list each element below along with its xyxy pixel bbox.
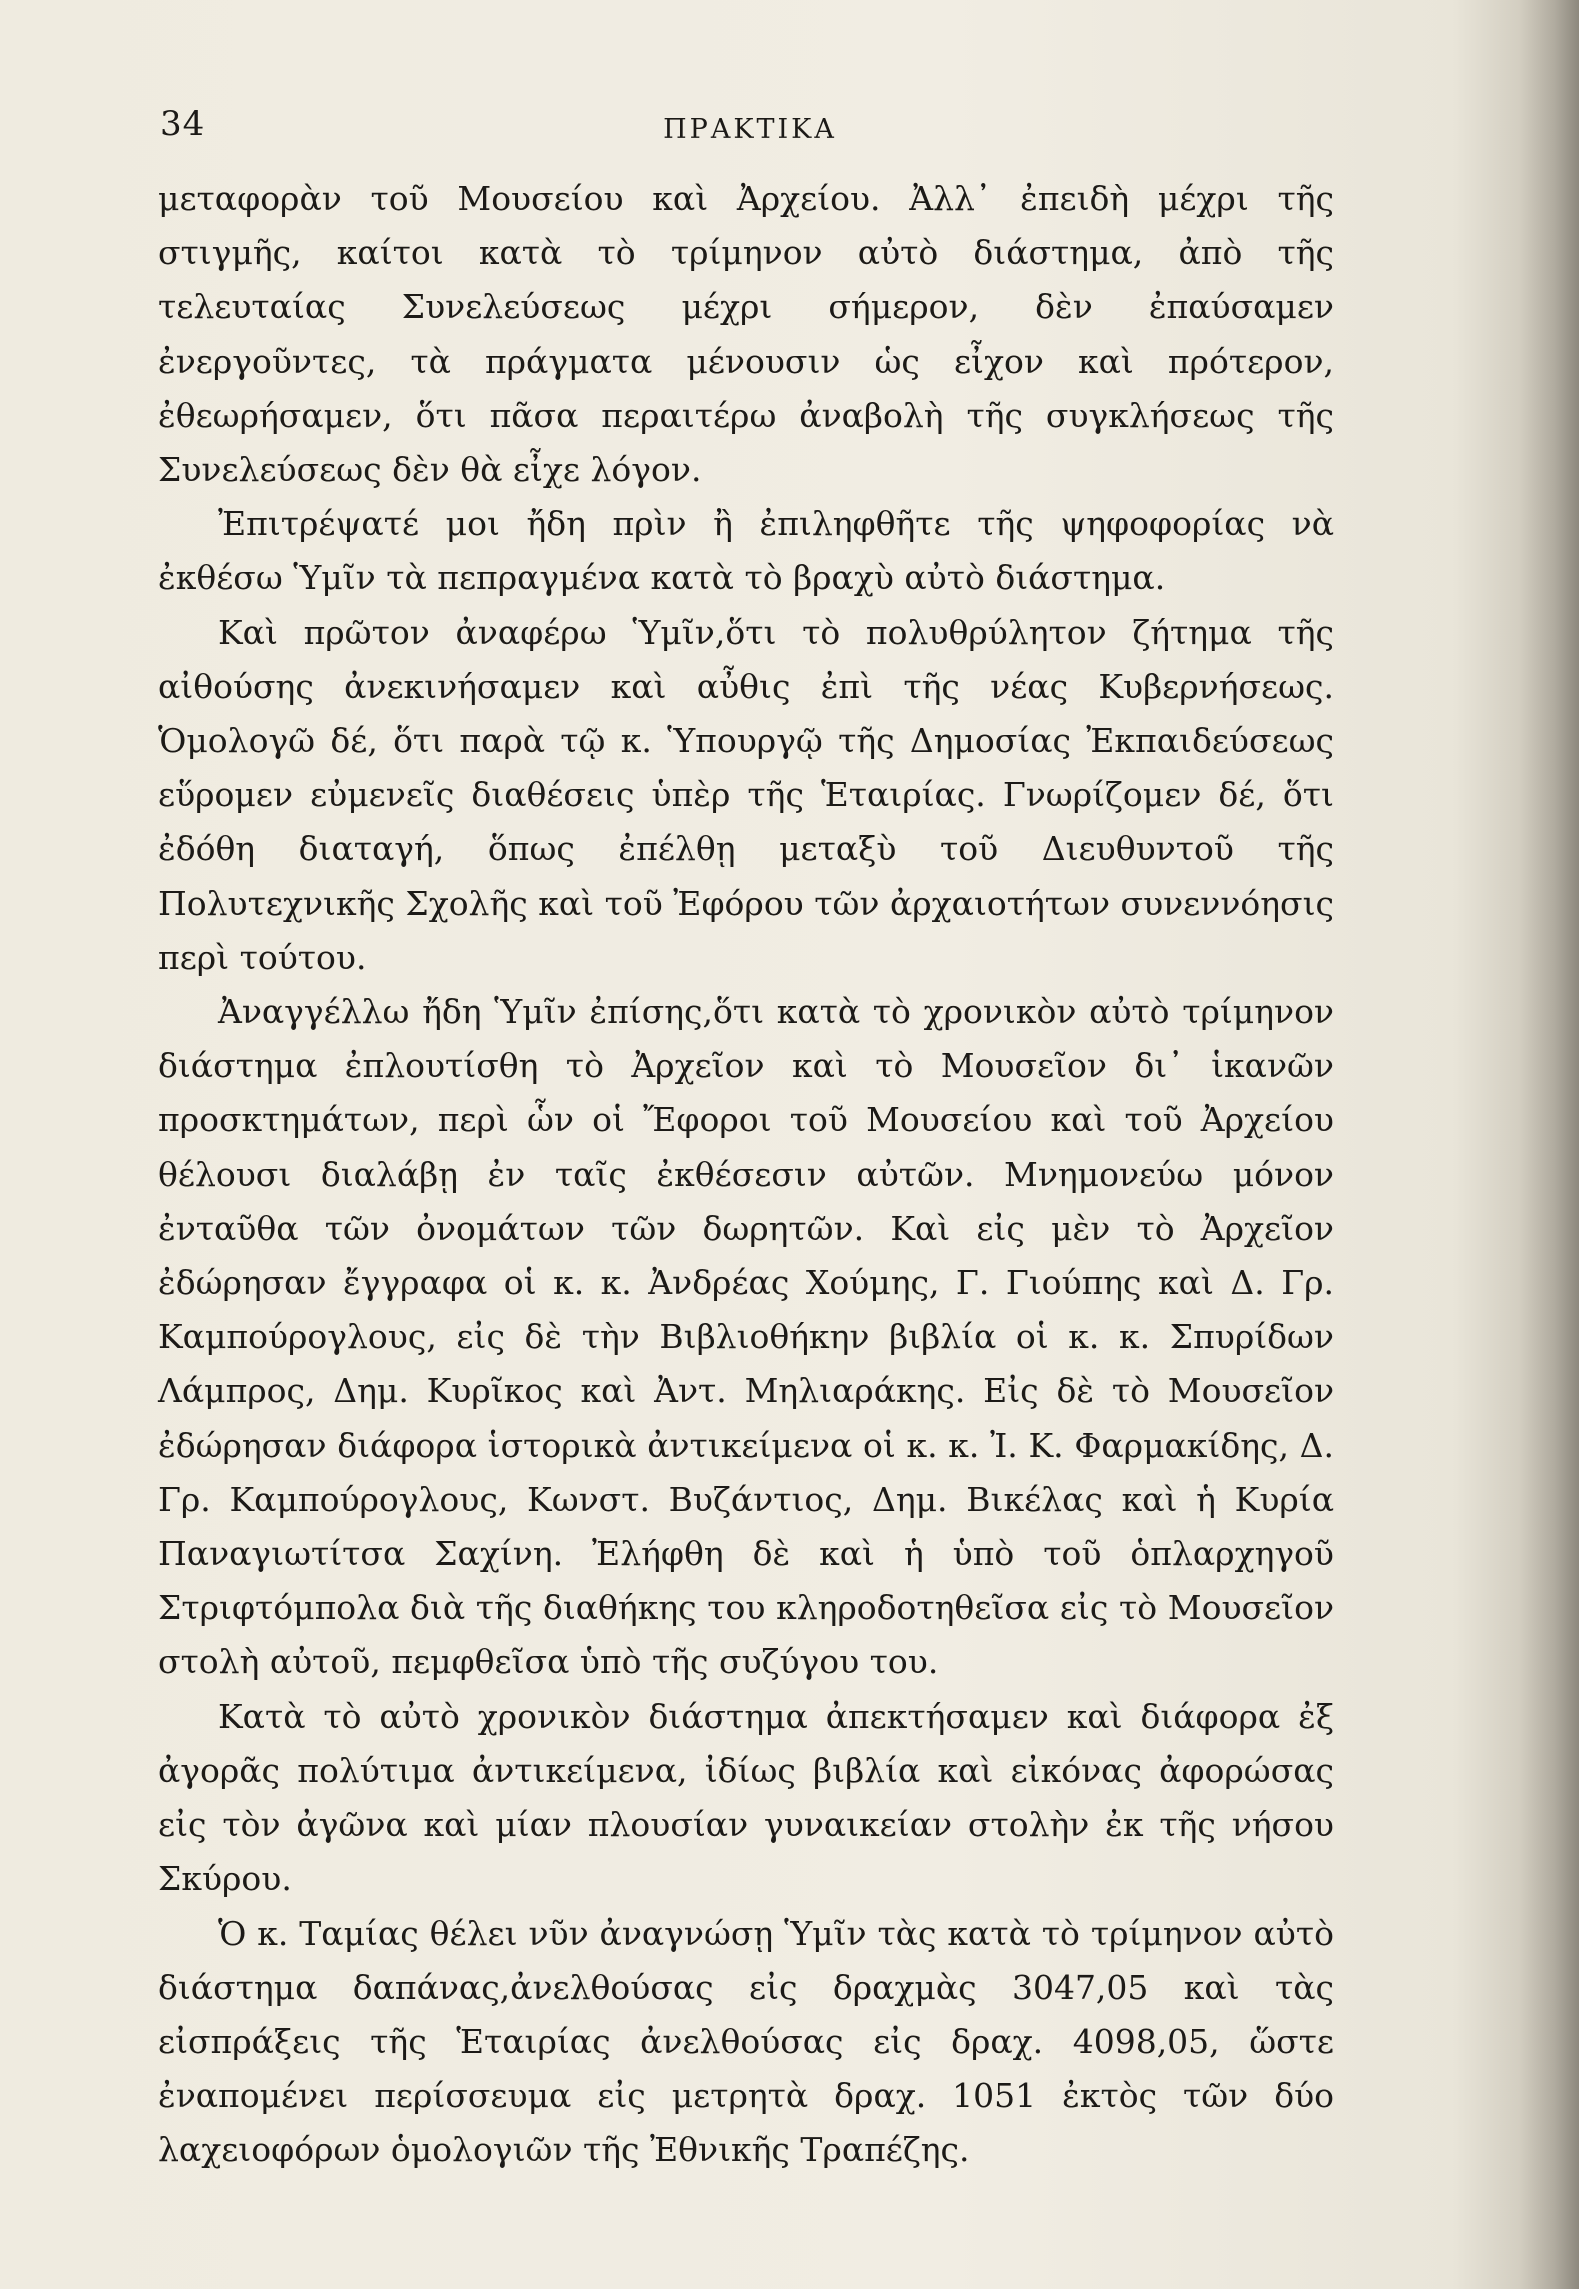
paragraph: Καὶ πρῶτον ἀναφέρω Ὑμῖν,ὅτι τὸ πολυθρύλητον ζήτημα τῆς αἰθούσης ἀνεκινήσαμεν καὶ αὖθις ἐπὶ τῆς νέας Κυβερνήσεως. Ὁμολογῶ δέ, ὅτι παρὰ τῷ κ. Ὑπουργῷ τῆς Δημοσίας Ἐκπαιδεύσεως εὕρομεν εὐμενεῖς διαθέσεις ὑπὲρ τῆς Ἑταιρίας. Γνωρίζομεν δέ, ὅτι ἐδόθη διαταγή, ὅπως ἐπέλθῃ μεταξὺ τοῦ Διευθυντοῦ τῆς Πολυτεχνικῆς Σχολῆς καὶ τοῦ Ἐφόρου τῶν ἀρχαιοτήτων συνεννόησις περὶ τούτου. bbox=[158, 612, 1334, 977]
paragraph: Ἐπιτρέψατέ μοι ἤδη πρὶν ἢ ἐπιληφθῆτε τῆς ψηφοφορίας νὰ ἐκθέσω Ὑμῖν τὰ πεπραγμένα κατὰ τὸ βραχὺ αὐτὸ διάστημα. bbox=[158, 504, 1334, 598]
paragraph: Κατὰ τὸ αὐτὸ χρονικὸν διάστημα ἀπεκτήσαμεν καὶ διάφορα ἐξ ἀγορᾶς πολύτιμα ἀντικείμενα, ἰδίως βιβλία καὶ εἰκόνας ἀφορώσας εἰς τὸν ἀγῶνα καὶ μίαν πλουσίαν γυναικείαν στολὴν ἐκ τῆς νήσου Σκύρου. bbox=[158, 1696, 1334, 1899]
running-title: ΠΡΑΚΤΙΚΑ bbox=[663, 114, 837, 145]
paragraph: Ὁ κ. Ταμίας θέλει νῦν ἀναγνώσῃ Ὑμῖν τὰς κατὰ τὸ τρίμηνον αὐτὸ διάστημα δαπάνας,ἀνελθούσας εἰς δραχμὰς 3047,05 καὶ τὰς εἰσπράξεις τῆς Ἑταιρίας ἀνελθούσας εἰς δραχ. 4098,05, ὥστε ἐναπομένει περίσσευμα εἰς μετρητὰ δραχ. 1051 ἐκτὸς τῶν δύο λαχειοφόρων ὁμολογιῶν τῆς Ἐθνικῆς Τραπέζης. bbox=[158, 1913, 1334, 2170]
page-number: 34 bbox=[160, 104, 206, 144]
body-text bbox=[158, 172, 1334, 2178]
paragraph: Ἀναγγέλλω ἤδη Ὑμῖν ἐπίσης,ὅτι κατὰ τὸ χρονικὸν αὐτὸ τρίμηνον διάστημα ἐπλουτίσθη τὸ Ἀρχεῖον καὶ τὸ Μουσεῖον δι᾽ ἱκανῶν προσκτημάτων, περὶ ὧν οἱ Ἔφοροι τοῦ Μουσείου καὶ τοῦ Ἀρχείου θέλουσι διαλάβῃ ἐν ταῖς ἐκθέσεσιν αὐτῶν. Μνημονεύω μόνον ἐνταῦθα τῶν ὀνομάτων τῶν δωρητῶν. Καὶ εἰς μὲν τὸ Ἀρχεῖον ἐδώρησαν ἔγγραφα οἱ κ. κ. Ἀνδρέας Χούμης, Γ. Γιούπης καὶ Δ. Γρ. Καμπούρογλους, εἰς δὲ τὴν Βιβλιοθήκην βιβλία οἱ κ. κ. Σπυρίδων Λάμπρος, Δημ. Κυρῖκος καὶ Ἀντ. Μηλιαράκης. Εἰς δὲ τὸ Μουσεῖον ἐδώρησαν διάφορα ἱστορικὰ ἀντικείμενα οἱ κ. κ. Ἰ. Κ. Φαρμακίδης, Δ. Γρ. Καμπούρογλους, Κωνστ. Βυζάντιος, Δημ. Βικέλας καὶ ἡ Κυρία Παναγιωτίτσα Σαχίνη. Ἐλήφθη δὲ καὶ ἡ ὑπὸ τοῦ ὁπλαρχηγοῦ Στριφτόμπολα διὰ τῆς διαθήκης του κληροδοτηθεῖσα εἰς τὸ Μουσεῖον στολὴ αὐτοῦ, πεμφθεῖσα ὑπὸ τῆς συζύγου του. bbox=[158, 992, 1334, 1682]
page-header bbox=[160, 104, 1340, 164]
paragraph-continuation: μεταφορὰν τοῦ Μουσείου καὶ Ἀρχείου. Ἀλλ᾽ ἐπειδὴ μέχρι τῆς στιγμῆς, καίτοι κατὰ τὸ τρίμηνον αὐτὸ διάστημα, ἀπὸ τῆς τελευταίας Συνελεύσεως μέχρι σήμερον, δὲν ἐπαύσαμεν ἐνεργοῦντες, τὰ πράγματα μένουσιν ὡς εἶχον καὶ πρότερον, ἐθεωρήσαμεν, ὅτι πᾶσα περαιτέρω ἀναβολὴ τῆς συγκλήσεως τῆς Συνελεύσεως δὲν θὰ εἶχε λόγον. bbox=[158, 179, 1334, 490]
page-gutter-shadow bbox=[1519, 0, 1579, 2289]
